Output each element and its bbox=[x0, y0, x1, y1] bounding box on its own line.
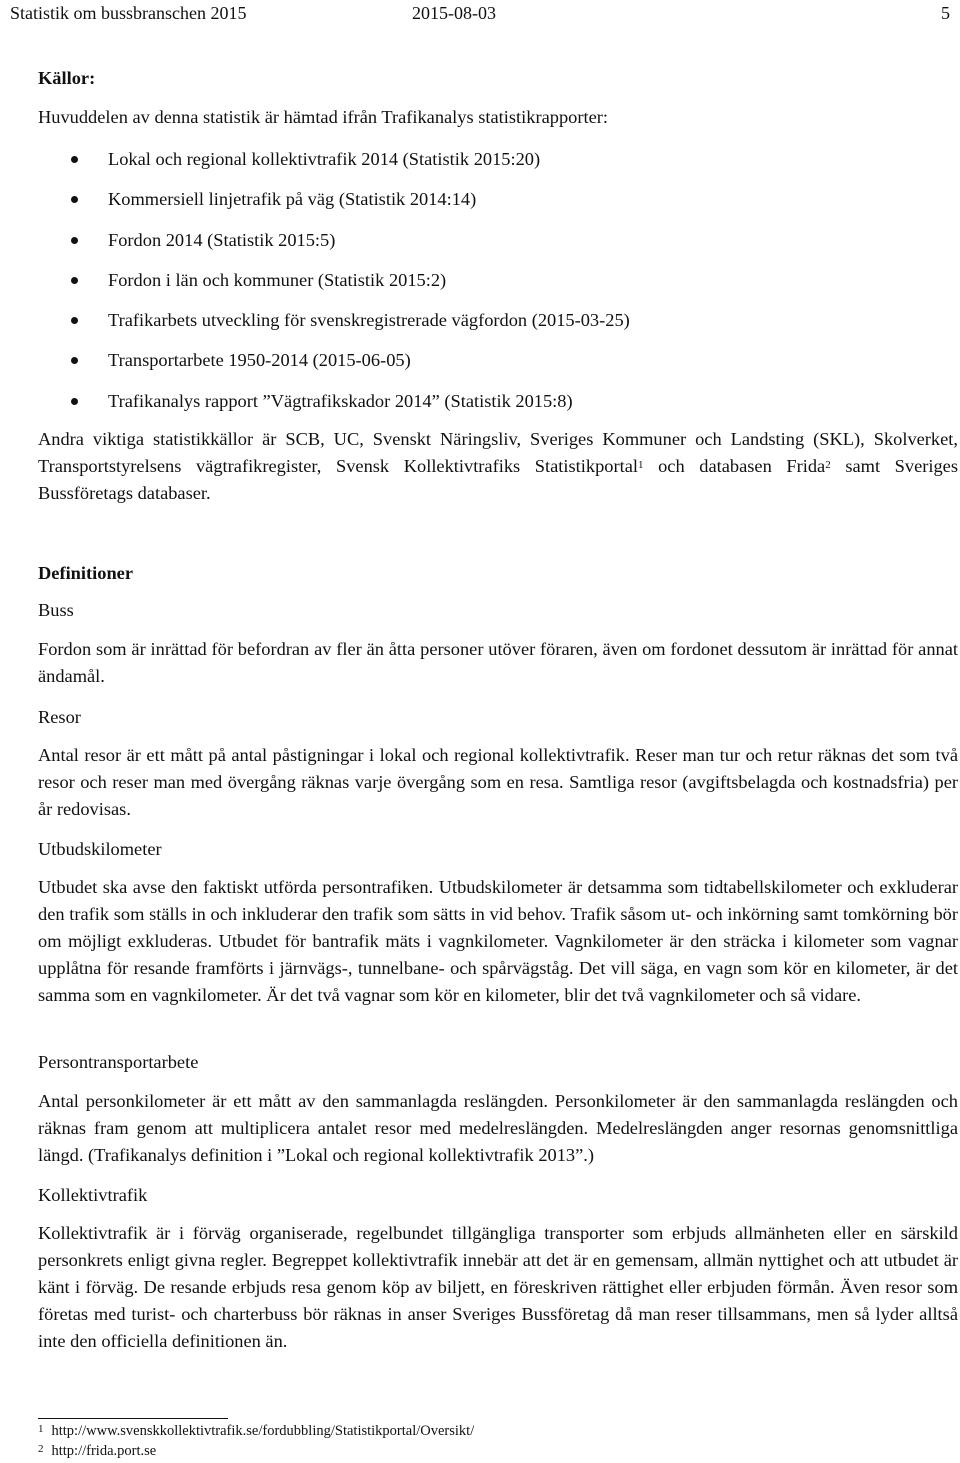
term-utbudskilometer: Utbudskilometer bbox=[38, 839, 162, 859]
bullet-icon bbox=[71, 357, 78, 364]
footnote-ref-2: 2 bbox=[825, 459, 831, 471]
definition-resor: Antal resor är ett mått på antal påstigningar i lokal och regional kollektivtrafik. Reser man tur och retur räknas det som två resor och reser man med övergång räknas varje övergång som en resa. Samtliga resor (avgiftsbelagda och kostnadsfria) per år redovisas. bbox=[38, 745, 958, 819]
sources-intro: Huvuddelen av denna statistik är hämtad ifrån Trafikanalys statistikrapporter: bbox=[38, 107, 608, 127]
definitions-heading: Definitioner bbox=[38, 563, 133, 583]
sources-heading: Källor: bbox=[38, 68, 96, 88]
list-item: Transportarbete 1950-2014 (2015-06-05) bbox=[38, 347, 938, 387]
bullet-icon bbox=[71, 237, 78, 244]
footnote-divider bbox=[38, 1418, 228, 1419]
footnote-ref-1: 1 bbox=[637, 459, 644, 471]
list-item: Trafikarbets utveckling för svenskregistrerade vägfordon (2015-03-25) bbox=[38, 307, 938, 347]
term-resor: Resor bbox=[38, 707, 81, 727]
bullet-icon bbox=[71, 398, 78, 405]
list-item: Fordon i län och kommuner (Statistik 2015:2) bbox=[38, 267, 938, 307]
footnote-item: $^1$ http://www.svenskkollektivtrafik.se/fordubbling/Statistikportal/Oversikt/ bbox=[38, 1423, 475, 1439]
footnote-link-1[interactable]: http://www.svenskkollektivtrafik.se/fordubbling/Statistikportal/Oversikt/ bbox=[51, 1423, 475, 1439]
term-persontransportarbete: Persontransportarbete bbox=[38, 1052, 199, 1072]
term-buss: Buss bbox=[38, 600, 74, 620]
list-item: Kommersiell linjetrafik på väg (Statistik 2014:14) bbox=[38, 186, 938, 226]
definition-persontransportarbete: Antal personkilometer är ett mått av den sammanlagda reslängden. Personkilometer är den sammanlagda reslängden och räknas fram genom att multiplicera antalet resor med medelreslängden. Medelreslängden anger resornas genomsnittliga längd. (Trafikanalys definition i ”Lokal och regional kollektivtrafik 2013”.) bbox=[38, 1091, 958, 1165]
definition-buss: Fordon som är inrättad för befordran av fler än åtta personer utöver föraren, även om fordonet dessutom är inrättad för annat ändamål. bbox=[38, 639, 958, 686]
footnote-link-2[interactable]: http://frida.port.se bbox=[51, 1443, 157, 1459]
header-title: Statistik om bussbranschen 2015 bbox=[10, 3, 247, 23]
bullet-icon bbox=[71, 196, 78, 203]
list-item: Trafikanalys rapport ”Vägtrafikskador 2014” (Statistik 2015:8) bbox=[38, 388, 938, 428]
other-sources-paragraph: Andra viktiga statistikkällor är SCB, UC, Svenskt Näringsliv, Sveriges Kommuner och Landsting (SKL), Skolverket, Transportstyrelsens vägtrafikregister, Svensk Kollektivtrafiks Statistikportal$^1$ och databasen Frida$^2$ samt Sveriges Bussföretags databaser. bbox=[38, 429, 958, 503]
list-item: Lokal och regional kollektivtrafik 2014 (Statistik 2015:20) bbox=[38, 146, 938, 186]
definition-kollektivtrafik: Kollektivtrafik är i förväg organiserade, regelbundet tillgängliga transporter som erbjuds allmänheten eller en särskild personkrets enligt givna regler. Begreppet kollektivtrafik innebär att det är en gemensam, allmän nyttighet och att utbudet är känt i förväg. De resande erbjuds resa genom köp av biljett, en föreskriven rättighet eller erbjuden förmån. Även resor som företas med turist- och charterbuss bör räknas in anser Sveriges Bussföretag då man reser tillsammans, men så lyder alltså inte den officiella definitionen än. bbox=[38, 1223, 958, 1351]
bullet-icon bbox=[71, 277, 78, 284]
page-header bbox=[10, 3, 950, 27]
bullet-icon bbox=[71, 156, 78, 163]
term-kollektivtrafik: Kollektivtrafik bbox=[38, 1185, 148, 1205]
sources-list bbox=[38, 146, 938, 428]
footnote-item: $^2$ http://frida.port.se bbox=[38, 1443, 157, 1459]
header-page-number: 5 bbox=[941, 3, 950, 23]
definition-utbudskilometer: Utbudet ska avse den faktiskt utförda persontrafiken. Utbudskilometer är detsamma som tidtabellskilometer och exkluderar den trafik som ställs in och inkluderar den trafik som sätts in vid behov. Trafik såsom ut- och inkörning samt tomkörning bör om möjligt exkluderas. Utbudet för bantrafik mäts i vagnkilometer. Vagnkilometer är den sträcka i kilometer som vagnar upplåtna för resande framförts i järnvägs-, tunnelbane- och spårvägståg. Det vill säga, en vagn som kör en kilometer, är det samma som en vagnkilometer. Är det två vagnar som kör en kilometer, blir det två vagnkilometer och så vidare. bbox=[38, 877, 958, 1005]
bullet-icon bbox=[71, 317, 78, 324]
footnotes bbox=[38, 1421, 474, 1461]
list-item: Fordon 2014 (Statistik 2015:5) bbox=[38, 227, 938, 267]
header-date: 2015-08-03 bbox=[412, 3, 496, 23]
